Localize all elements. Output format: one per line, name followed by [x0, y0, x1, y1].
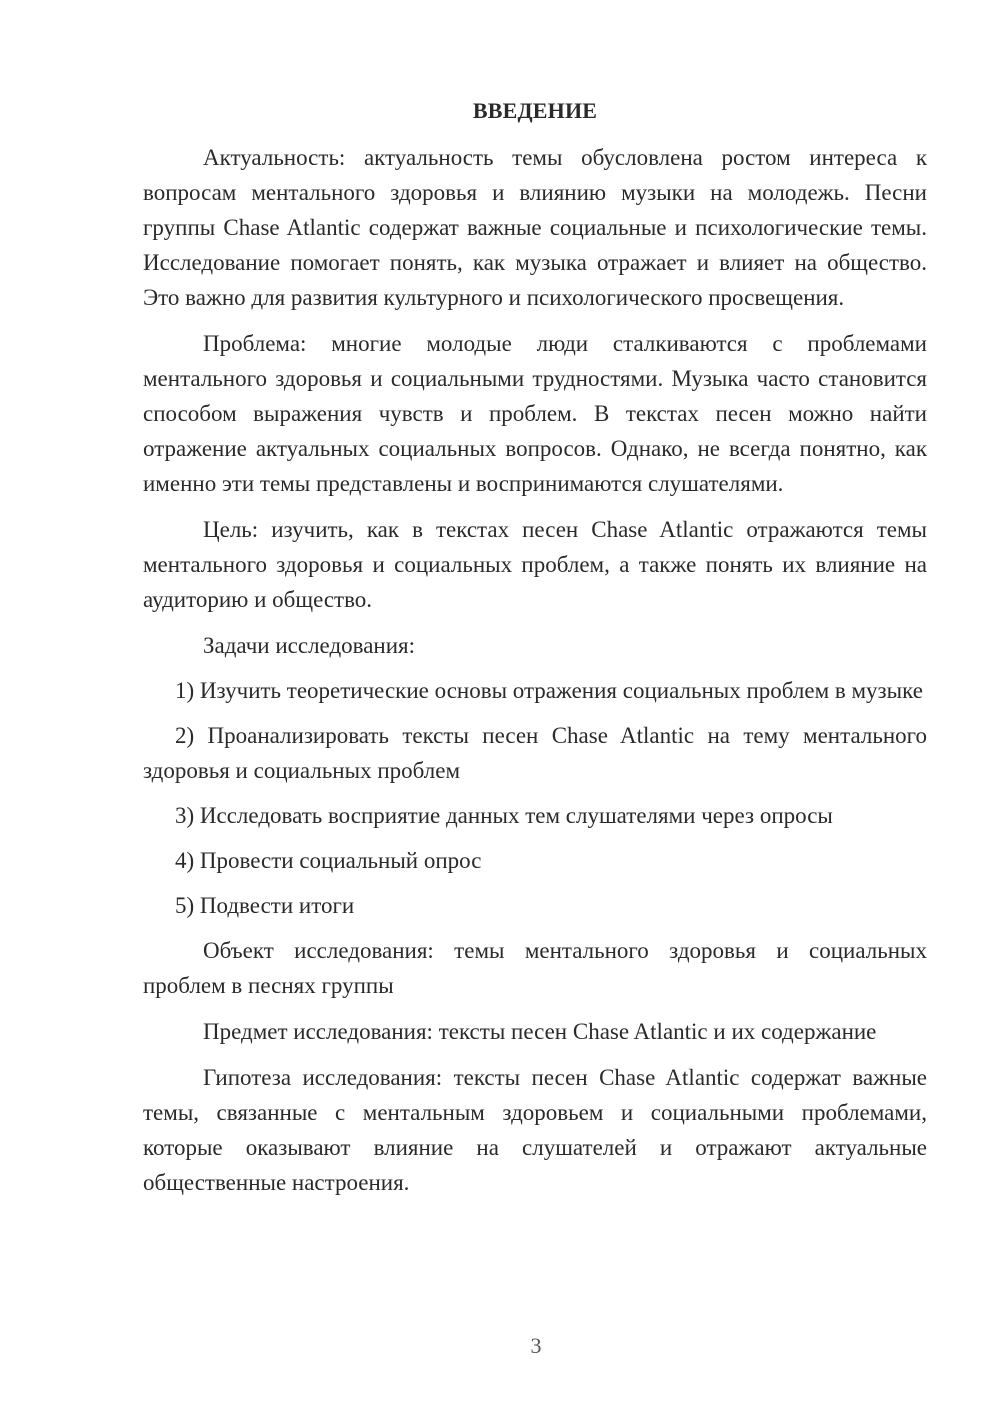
page-content	[143, 92, 927, 1211]
page-number: 3	[530, 1333, 542, 1358]
problem-paragraph: Проблема: многие молодые люди сталкиваются с проблемами ментального здоровья и социальными трудностями. Музыка часто становится способом выражения чувств и проблем. В текстах песен можно найти отражение актуальных социальных вопросов. Однако, не всегда понятно, как именно эти темы представлены и воспринимаются слушателями.	[143, 331, 927, 496]
task-item: 1) Изучить теоретические основы отражения социальных проблем в музыке	[175, 678, 923, 703]
section-title: ВВЕДЕНИЕ	[472, 98, 598, 123]
goal-paragraph: Цель: изучить, как в текстах песен Chase Atlantic отражаются темы ментального здоровья и социальных проблем, а также понять их влияние на аудиторию и общество.	[143, 517, 927, 612]
relevance-paragraph: Актуальность: актуальность темы обусловлена ростом интереса к вопросам ментального здоровья и влиянию музыки на молодежь. Песни группы Chase Atlantic содержат важные социальные и психологические темы. Исследование помогает понять, как музыка отражает и влияет на общество. Это важно для развития культурного и психологического просвещения.	[143, 145, 927, 310]
task-item: 3) Исследовать восприятие данных тем слушателями через опросы	[175, 803, 833, 828]
task-item: 4) Провести социальный опрос	[175, 848, 482, 873]
hypothesis-paragraph: Гипотеза исследования: тексты песен Chase Atlantic содержат важные темы, связанные с ментальным здоровьем и социальными проблемами, которые оказывают влияние на слушателей и отражают актуальные общественные настроения.	[143, 1065, 927, 1195]
task-item: 5) Подвести итоги	[175, 893, 355, 918]
object-paragraph: Объект исследования: темы ментального здоровья и социальных проблем в песнях группы	[143, 938, 927, 998]
subject-paragraph: Предмет исследования: тексты песен Chase Atlantic и их содержание	[203, 1019, 877, 1044]
task-item: 2) Проанализировать тексты песен Chase Atlantic на тему ментального здоровья и социальных проблем	[143, 723, 927, 783]
tasks-heading: Задачи исследования:	[203, 633, 416, 658]
